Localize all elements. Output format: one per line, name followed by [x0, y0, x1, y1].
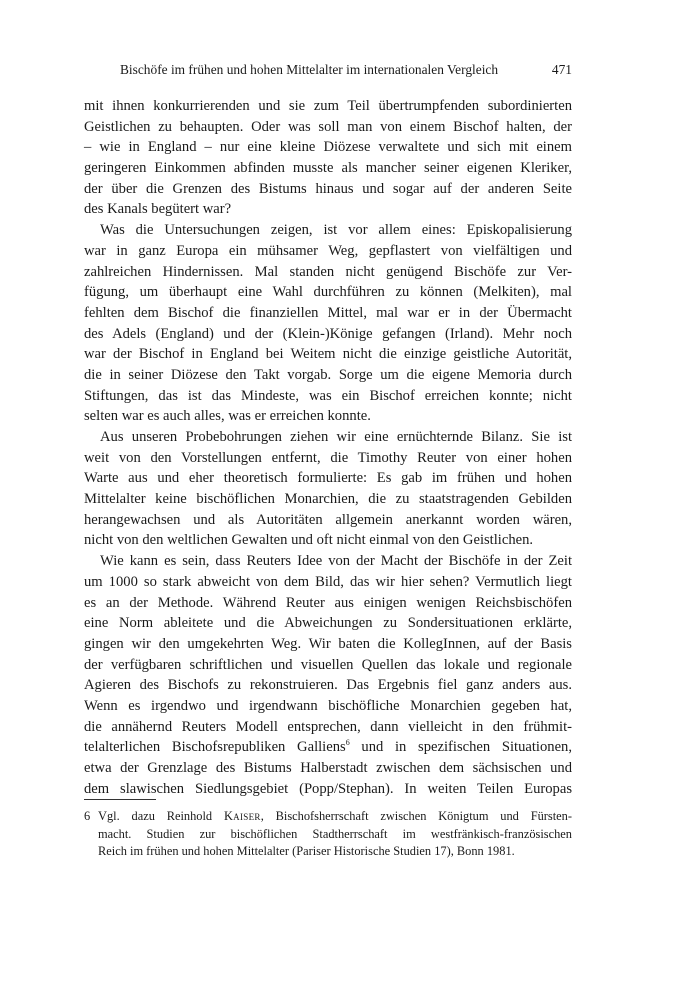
text-line: Was die Untersuchungen zeigen, ist vor allem eines: Episkopalisierung: [100, 222, 572, 239]
text-line: herangewachsen und als Autoritäten allgemein anerkannt worden wären,: [84, 511, 572, 528]
text-line: Wenn es irgendwo und irgendwann bischöfliche Monarchien gegeben hat,: [84, 697, 572, 714]
author-name: Kaiser: [223, 809, 261, 823]
text-line: Warte aus und eher theoretisch formulierte: Es gab im frühen und hohen: [84, 470, 572, 487]
text-line: weit von den Vorstellungen entfernt, die Timothy Reuter von einer hohen: [84, 449, 572, 466]
text-segment: Vgl. dazu Reinhold: [98, 809, 224, 823]
text-line: die annähernd Reuters Modell entsprechen, dann vielleicht in den frühmit-: [84, 718, 572, 735]
text-line: der über die Grenzen des Bistums hinaus und sogar auf der anderen Seite: [84, 180, 572, 197]
text-segment: und in spezifischen Situationen,: [349, 739, 573, 756]
text-line: – wie in England – nur eine kleine Diözese verwaltete und sich mit einem: [84, 139, 572, 156]
footnote: [84, 808, 572, 861]
text-line: Wie kann es sein, dass Reuters Idee von der Macht der Bischöfe in der Zeit: [100, 553, 572, 570]
text-line: es an der Methode. Während Reuter aus einigen wenigen Reichsbischöfen: [84, 594, 572, 611]
footnote-body: [98, 808, 572, 861]
page-number: 471: [551, 62, 572, 77]
text-line: war der Bischof in England bei Weitem nicht die einzige geistliche Autorität,: [84, 346, 572, 363]
text-line: selten war es auch alles, was er erreichen konnte.: [84, 408, 371, 425]
footnote-reference: 6: [345, 738, 350, 748]
text-line: Mittelalter keine bischöflichen Monarchien, die zu staatstragenden Gebilden: [84, 491, 572, 508]
text-line: dem slawischen Siedlungsgebiet (Popp/Stephan). In weiten Teilen Europas: [84, 780, 572, 797]
text-line: fügung, um überhaupt eine Wahl durchführen zu können (Melkiten), mal: [84, 284, 572, 301]
footnote-divider: [84, 799, 156, 800]
footnote-line: Reich im frühen und hohen Mittelalter (Pariser Historische Studien 17), Bonn 1981.: [98, 844, 515, 859]
text-line: mit ihnen konkurrierenden und sie zum Teil übertrumpfenden subordinierten: [84, 98, 572, 114]
text-line: Geistlichen zu behaupten. Oder was soll man von einem Bischof halten, der: [84, 118, 572, 135]
text-segment: telalterlichen Bischofsrepubliken Galliens: [84, 739, 346, 756]
text-line: war in ganz Europa ein mühsamer Weg, gepflastert von vielfältigen und: [84, 242, 572, 259]
text-line: fehlten dem Bischof die finanziellen Mittel, mal war er in der Übermacht: [84, 304, 572, 321]
footnote-line: [98, 808, 572, 826]
text-line: nicht von den weltlichen Gewalten und oft nicht einmal von den Geistlichen.: [84, 532, 534, 549]
text-line: zahlreichen Hindernissen. Mal standen nicht genügend Bischöfe zur Ver-: [84, 263, 572, 280]
footnote-number: 6: [84, 809, 91, 823]
text-line: der verfügbaren schriftlichen und visuellen Quellen das lokale und regionale: [84, 656, 572, 673]
text-line: die in seiner Diözese den Takt vorgab. Sorge um die eigene Memoria durch: [84, 366, 572, 383]
running-title: Bischöfe im frühen und hohen Mittelalter im internationalen Vergleich: [120, 62, 499, 77]
text-line: Agieren des Bischofs zu rekonstruieren. Das Ergebnis fiel ganz anders aus.: [84, 677, 572, 694]
text-line: eine Norm ableitete und die Abweichungen zu Sondersituationen erklärte,: [84, 615, 572, 632]
text-line: Stiftungen, das ist das Mindeste, was ein Bischof erreichen konnte; nicht: [84, 387, 572, 404]
text-line: Aus unseren Probebohrungen ziehen wir eine ernüchternde Bilanz. Sie ist: [100, 429, 572, 445]
text-line: etwa der Grenzlage des Bistums Halberstadt zwischen dem sächsischen und: [84, 760, 572, 776]
footnote-line: macht. Studien zur bischöflichen Stadtherrschaft im westfränkisch-französischen: [98, 826, 572, 841]
text-line: des Adels (England) und der (Klein-)Könige gefangen (Irland). Mehr noch: [84, 325, 572, 342]
text-line-with-footnote-ref: [84, 737, 572, 758]
text-segment: , Bischofsherrschaft zwischen Königtum und Fürsten-: [260, 809, 572, 823]
body-text: [84, 96, 572, 799]
text-line: gingen wir den umgekehrten Weg. Wir baten die KollegInnen, auf der Basis: [84, 635, 572, 652]
text-line: um 1000 so stark abweicht von dem Bild, das wir hier sehen? Vermutlich liegt: [84, 573, 572, 590]
text-line: geringeren Einkommen abfinden musste als mancher seiner eigenen Kleriker,: [84, 160, 572, 177]
text-line: des Kanals begütert war?: [84, 201, 232, 218]
